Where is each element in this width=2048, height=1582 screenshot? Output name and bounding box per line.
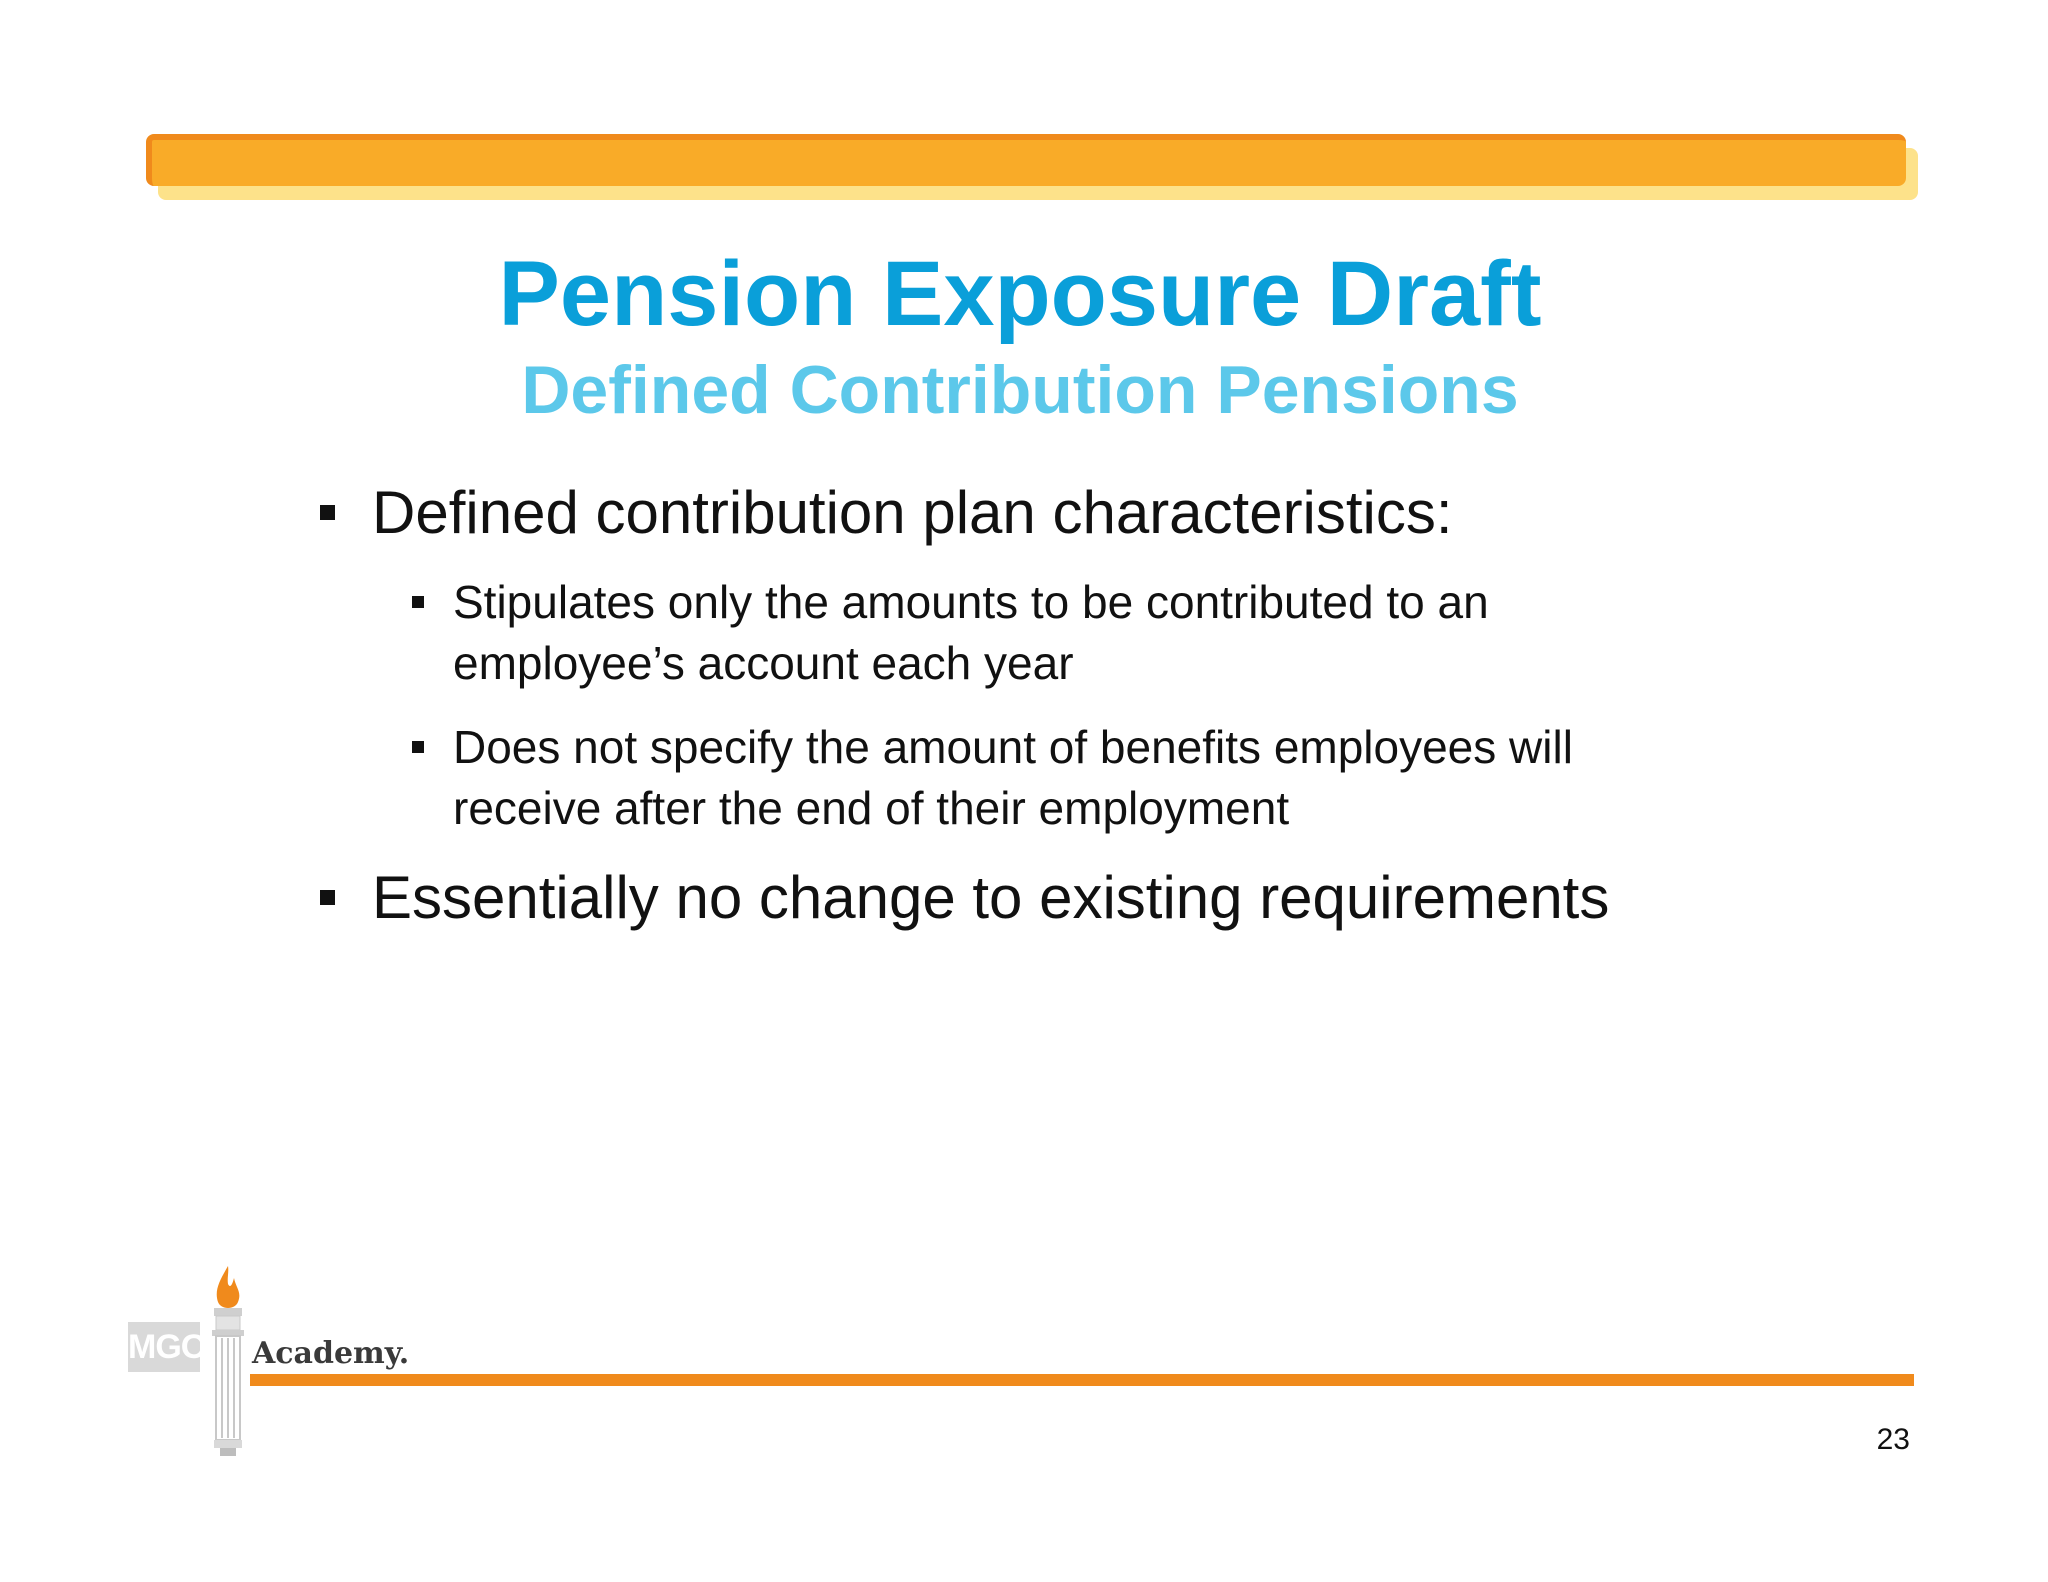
sub-bullet-line: Stipulates only the amounts to be contributed to an [453,576,1489,628]
sub-bullet-square-icon [412,596,424,608]
torch-icon [200,1262,256,1462]
slide-subtitle: Defined Contribution Pensions [521,352,1519,428]
sub-bullet-square-icon [412,741,424,753]
bullet-square-icon [320,505,335,520]
sub-bullet-line: employee’s account each year [453,637,1074,689]
bullet-item: Defined contribution plan characteristics: [372,479,1453,546]
sub-bullet-line: receive after the end of their employment [453,782,1290,834]
bullet-item: Essentially no change to existing requirements [372,864,1610,931]
page-number: 23 [1876,1423,1910,1456]
sub-bullet-line: Does not specify the amount of benefits employees will [453,721,1573,773]
logo-mgo: MGO [128,1322,200,1372]
slide-title: Pension Exposure Draft [498,243,1542,345]
bullet-square-icon [320,890,335,905]
logo-academy: Academy. [252,1336,410,1371]
footer-rule [250,1374,1914,1386]
